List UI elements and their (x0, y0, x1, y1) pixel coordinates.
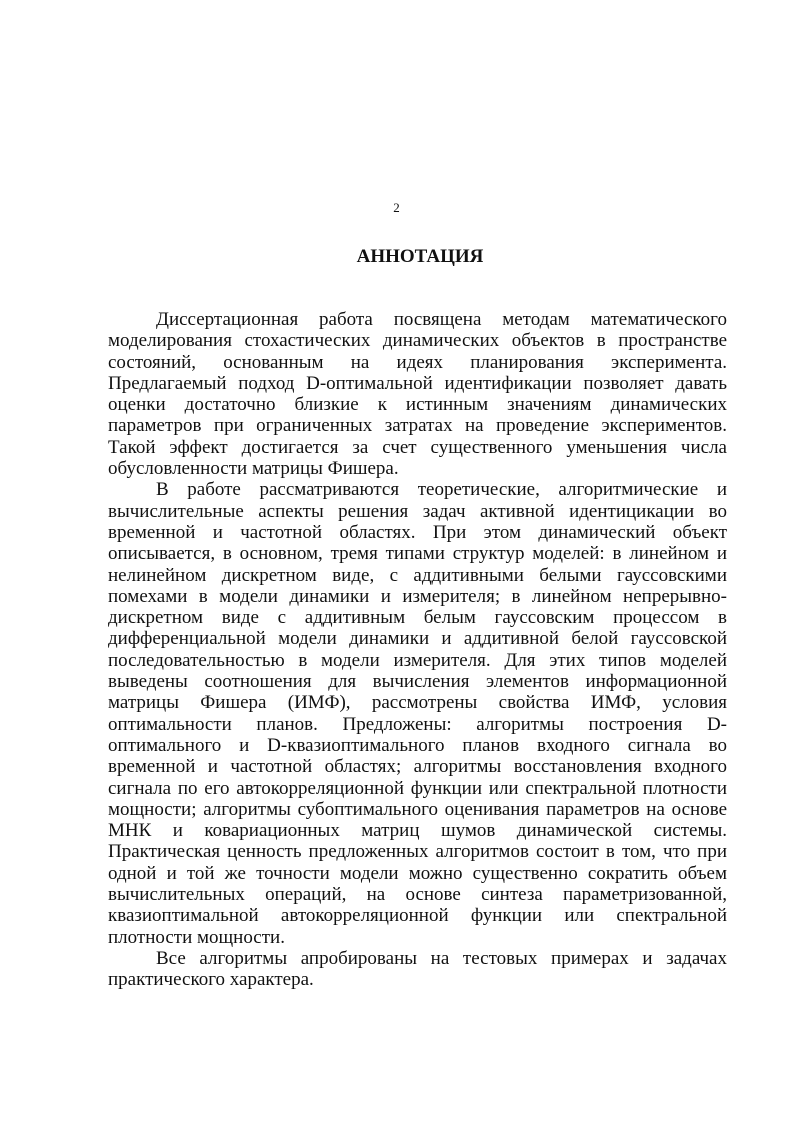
page-title: АННОТАЦИЯ (356, 246, 484, 267)
paragraph-2: В работе рассматриваются теоретические, алгоритмические и вычислительные аспекты решения задач активной идентицикации во временной и частотной областях. При этом динамический объект описывается, в основном, тремя типами структур моделей: в линейном и нелинейном дискретном виде, с аддитивными белыми гауссовскими помехами в модели динамики и измерителя; в линейном непрерывно-дискретном виде с аддитивным белым гауссовским процессом в дифференциальной модели динамики и аддитивной белой гауссовской последовательностью в модели измерителя. Для этих типов моделей выведены соотношения для вычисления элементов информационной матрицы Фишера (ИМФ), рассмотрены свойства ИМФ, условия оптимальности планов. Предложены: алгоритмы построения D-оптимального и D-квазиоптимального планов входного сигнала во временной и частотной областях; алгоритмы восстановления входного сигнала по его автокорреляционной функции или спектральной плотности мощности; алгоритмы субоптимального оценивания параметров на основе МНК и ковариационных матриц шумов динамической системы. Практическая ценность предложенных алгоритмов состоит в том, что при одной и той же точности модели можно существенно сократить объем вычислительных операций, на основе синтеза параметризованной, квазиоптимальной автокорреляционной функции или спектральной плотности мощности. (108, 479, 727, 948)
page-number: 2 (393, 200, 400, 215)
paragraph-3: Все алгоритмы апробированы на тестовых примерах и задачах практического характера. (108, 947, 727, 991)
paragraph-1: Диссертационная работа посвящена методам математического моделирования стохастических динамических объектов в пространстве состояний, основанным на идеях планирования эксперимента. Предлагаемый подход D-оптимальной идентификации позволяет давать оценки достаточно близкие к истинным значениям динамических параметров при ограниченных затратах на проведение экспериментов. Такой эффект достигается за счет существенного уменьшения числа обусловленности матрицы Фишера. (108, 309, 727, 480)
annotation-body (108, 309, 727, 991)
